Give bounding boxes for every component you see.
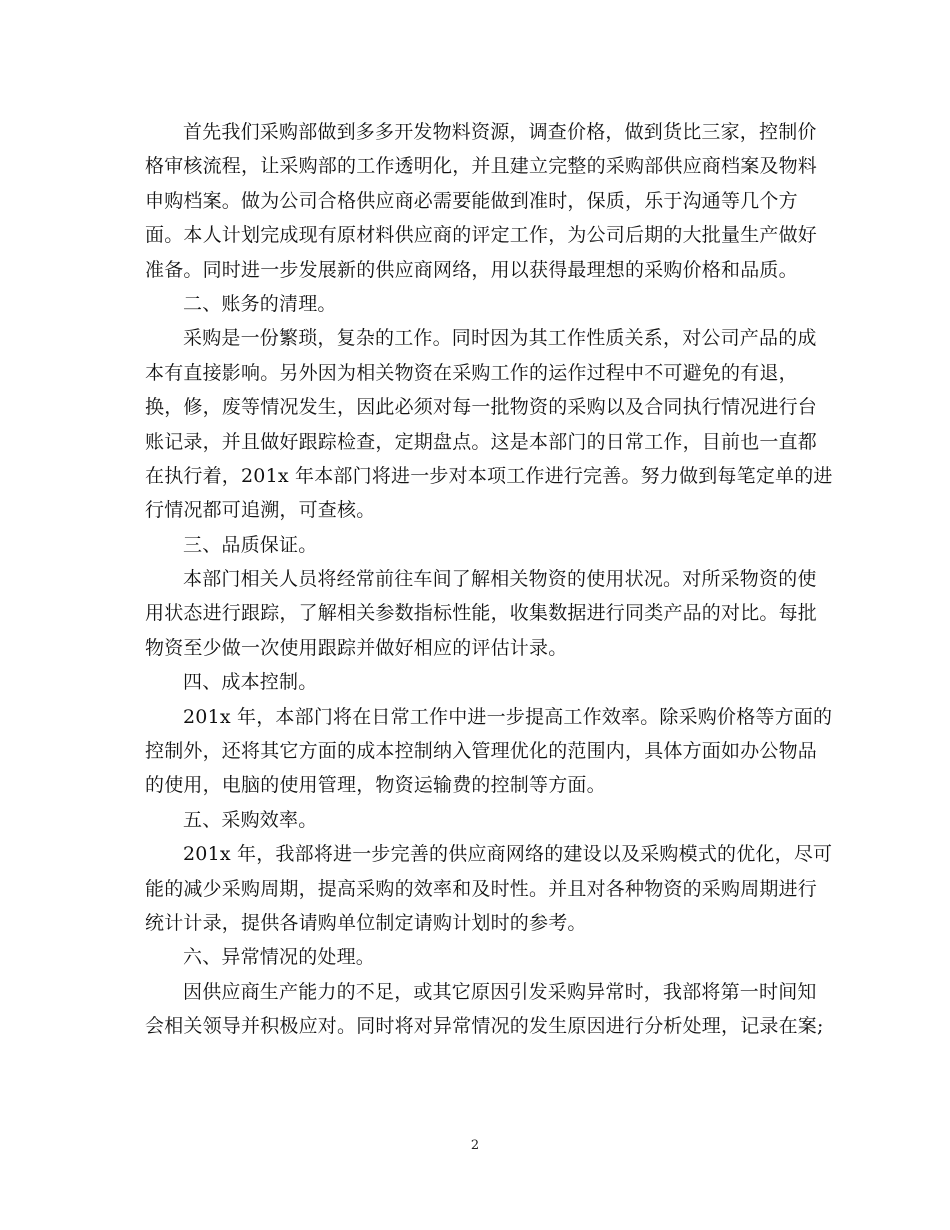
paragraph-line: 面。本人计划完成现有原材料供应商的评定工作，为公司后期的大批量生产做好 <box>145 224 818 247</box>
section-heading: 二、账务的清理。 <box>183 292 337 315</box>
document-body <box>145 115 833 1044</box>
paragraph-line: 因供应商生产能力的不足，或其它原因引发采购异常时，我部将第一时间知 <box>183 980 817 1003</box>
paragraph-line: 行情况都可追溯，可查核。 <box>145 499 376 522</box>
section-heading: 六、异常情况的处理。 <box>183 946 376 969</box>
paragraph-line: 首先我们采购部做到多多开发物料资源，调查价格，做到货比三家，控制价 <box>183 121 817 143</box>
section-heading: 三、品质保证。 <box>183 533 318 556</box>
paragraph-line: 格审核流程，让采购部的工作透明化，并且建立完整的采购部供应商档案及物料 <box>145 155 818 178</box>
paragraph-line: 本部门相关人员将经常前往车间了解相关物资的使用状况。对所采物资的使 <box>183 568 817 591</box>
paragraph-line: 在执行着，201x 年本部门将进一步对本项工作进行完善。努力做到每笔定单的进 <box>145 464 833 487</box>
paragraph-line: 201x 年，我部将进一步完善的供应商网络的建设以及采购模式的优化，尽可 <box>183 843 833 866</box>
paragraph-line: 物资至少做一次使用跟踪并做好相应的评估计录。 <box>145 636 568 659</box>
paragraph-line: 申购档案。做为公司合格供应商必需要能做到准时，保质，乐于沟通等几个方 <box>145 189 798 212</box>
page-number: 2 <box>470 1138 480 1153</box>
paragraph-line: 的使用，电脑的使用管理，物资运输费的控制等方面。 <box>145 774 606 797</box>
paragraph-line: 账记录，并且做好跟踪检查，定期盘点。这是本部门的日常工作，目前也一直都 <box>145 430 818 453</box>
paragraph-line: 采购是一份繁琐，复杂的工作。同时因为其工作性质关系，对公司产品的成 <box>183 327 817 350</box>
paragraph-line: 用状态进行跟踪，了解相关参数指标性能，收集数据进行同类产品的对比。每批 <box>145 602 818 625</box>
paragraph-line: 201x 年，本部门将在日常工作中进一步提高工作效率。除采购价格等方面的 <box>183 705 833 728</box>
paragraph-line: 会相关领导并积极应对。同时将对异常情况的发生原因进行分析处理，记录在案; <box>145 1015 824 1038</box>
paragraph-line: 准备。同时进一步发展新的供应商网络，用以获得最理想的采购价格和品质。 <box>145 258 798 281</box>
paragraph-line: 控制外，还将其它方面的成本控制纳入管理优化的范围内，具体方面如办公物品 <box>145 740 818 763</box>
paragraph-line: 统计计录，提供各请购单位制定请购计划时的参考。 <box>145 911 587 934</box>
section-heading: 五、采购效率。 <box>183 808 318 831</box>
section-heading: 四、成本控制。 <box>183 671 318 694</box>
paragraph-line: 能的减少采购周期，提高采购的效率和及时性。并且对各种物资的采购周期进行 <box>145 877 818 900</box>
paragraph-line: 换，修，废等情况发生，因此必须对每一批物资的采购以及合同执行情况进行台 <box>145 396 818 419</box>
paragraph-line: 本有直接影响。另外因为相关物资在采购工作的运作过程中不可避免的有退， <box>145 361 798 384</box>
